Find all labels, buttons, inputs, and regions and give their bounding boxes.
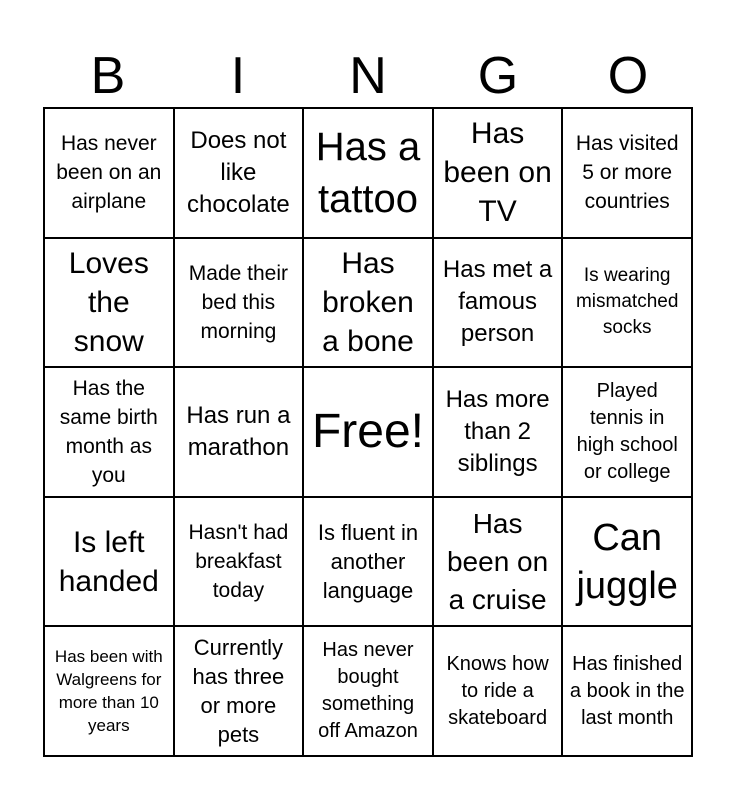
bingo-cell[interactable] [303,626,433,756]
cell-text: Has never been on an airplane [56,132,162,214]
bingo-cell[interactable] [44,367,174,497]
bingo-cell[interactable] [433,238,563,368]
bingo-cell[interactable] [562,108,692,238]
bingo-cell[interactable] [174,238,304,368]
cell-text: Played tennis in high school or college [576,379,678,483]
bingo-cell[interactable] [44,238,174,368]
cell-text: Made their bed this morning [188,261,288,343]
header-letter-b: B [90,47,126,105]
cell-text: Currently has three or more pets [192,635,285,748]
header-letter-g: G [477,47,519,105]
bingo-cell[interactable] [562,626,692,756]
bingo-cell[interactable] [303,497,433,627]
cell-text: Has run a marathon [186,401,291,461]
cell-text: Has more than 2 siblings [445,385,550,477]
cell-text: Free! [311,404,424,458]
cell-text: Is wearing mismatched socks [575,265,679,339]
cell-text: Has finished a book in the last month [569,652,685,729]
cell-text: Has never bought something off Amazon [318,639,418,743]
bingo-cell[interactable] [433,108,563,238]
bingo-cell[interactable] [562,238,692,368]
bingo-cell[interactable] [174,497,304,627]
bingo-cell[interactable] [433,497,563,627]
cell-text: Loves the snow [68,246,149,358]
bingo-header [43,48,693,104]
header-letter-o: O [607,47,649,105]
bingo-cell[interactable] [433,367,563,497]
bingo-cell[interactable] [562,497,692,627]
cell-text: Does not like chocolate [187,126,290,218]
bingo-cell[interactable] [174,108,304,238]
cell-text: Has the same birth month as you [59,376,158,487]
bingo-cell-free[interactable] [303,367,433,497]
bingo-cell[interactable] [174,367,304,497]
cell-text: Is fluent in another language [317,520,419,604]
bingo-cell[interactable] [303,238,433,368]
header-letter-n: N [349,47,387,105]
cell-text: Is left handed [58,525,159,598]
header-letter-i: I [230,47,246,105]
cell-text: Has met a famous person [442,256,553,348]
bingo-cell[interactable] [174,626,304,756]
cell-text: Has been with Walgreens for more than 10 years [54,647,163,736]
bingo-cell[interactable] [303,108,433,238]
bingo-cell[interactable] [44,626,174,756]
bingo-cell[interactable] [44,497,174,627]
cell-text: Can juggle [576,516,678,607]
cell-text: Has a tattoo [315,124,421,221]
cell-text: Knows how to ride a skateboard [446,652,549,729]
bingo-grid [43,107,693,757]
bingo-cell[interactable] [44,108,174,238]
cell-text: Has been on a cruise [446,507,549,615]
cell-text: Has visited 5 or more countries [575,132,679,214]
cell-text: Has broken a bone [322,246,414,358]
bingo-cell[interactable] [433,626,563,756]
cell-text: Hasn't had breakfast today [188,521,289,603]
cell-text: Has been on TV [443,117,552,229]
bingo-cell[interactable] [562,367,692,497]
